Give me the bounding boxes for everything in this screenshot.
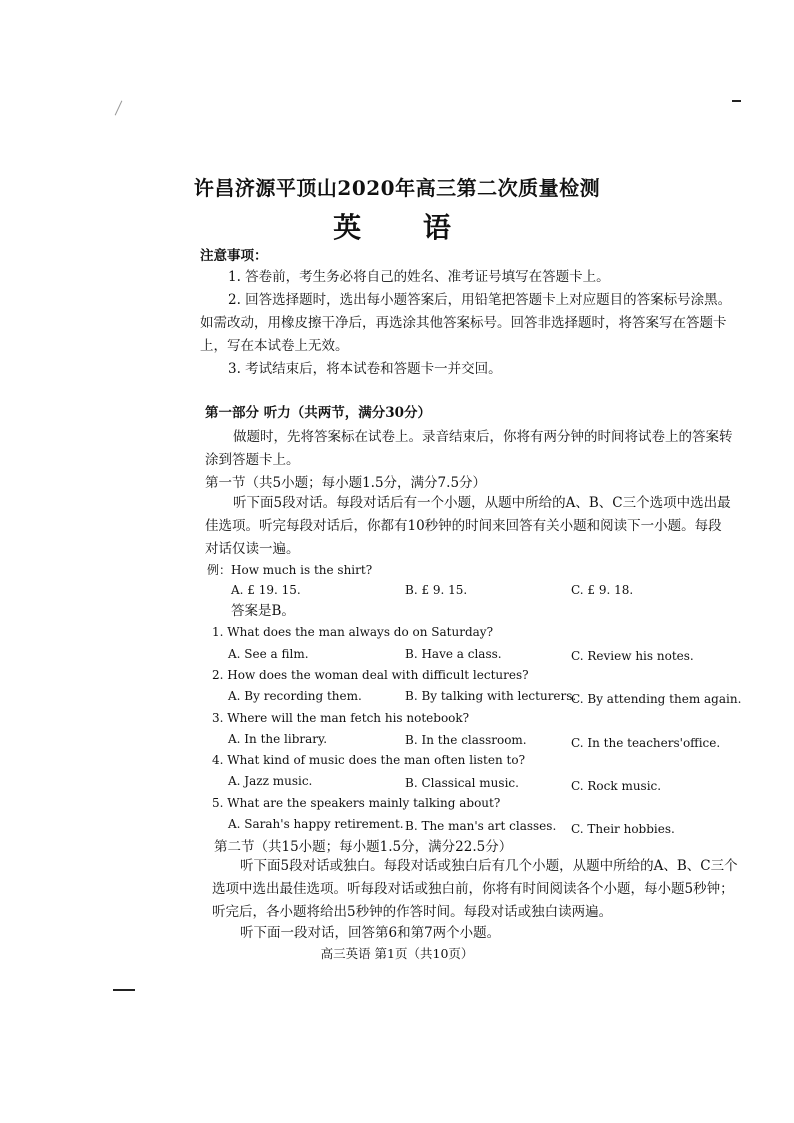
q2-option-b: B. By talking with lecturers. [405, 689, 577, 703]
q4-option-b: B. Classical music. [405, 776, 519, 790]
q5-option-c: C. Their hobbies. [571, 822, 675, 836]
section2-next: 听下面一段对话，回答第6和第7两个小题。 [240, 925, 501, 941]
question-3: 3. Where will the man fetch his notebook? [212, 711, 470, 725]
example-answer: 答案是B。 [231, 603, 295, 619]
note-item-1: 1. 答卷前，考生务必将自己的姓名、准考证号填写在答题卡上。 [228, 269, 610, 285]
q5-option-a: A. Sarah's happy retirement. [228, 817, 404, 831]
example-option-a: A. £ 19. 15. [231, 583, 301, 597]
q2-option-a: A. By recording them. [228, 689, 362, 703]
example-question: 例：How much is the shirt? [207, 563, 373, 577]
notes-heading: 注意事项： [200, 248, 268, 264]
scan-mark-left [113, 989, 135, 991]
question-5: 5. What are the speakers mainly talking about? [212, 796, 501, 810]
question-4: 4. What kind of music does the man often listen to? [212, 753, 526, 767]
section1-intro: 听下面5段对话。每段对话后有一个小题，从题中所给的A、B、C三个选项中选出最佳选项。听完每段对话后，你都有10秒钟的时间来回答有关小题和阅读下一小题。每段对话仅读一遍。 [205, 495, 731, 557]
q3-option-a: A. In the library. [228, 732, 328, 746]
scan-mark-tick [115, 101, 123, 116]
q1-option-b: B. Have a class. [405, 647, 502, 661]
part1-heading: 第一部分 听力（共两节，满分30分） [205, 405, 431, 421]
example-option-b: B. £ 9. 15. [405, 583, 468, 597]
q1-option-a: A. See a film. [228, 647, 309, 661]
part1-intro: 做题时，先将答案标在试卷上。录音结束后，你将有两分钟的时间将试卷上的答案转涂到答题卡上。 [205, 429, 733, 468]
exam-title: 许昌济源平顶山2020年高三第二次质量检测 [193, 176, 601, 200]
note-item-2: 2. 回答选择题时，选出每小题答案后，用铅笔把答题卡上对应题目的答案标号涂黑。如需改动，用橡皮擦干净后，再选涂其他答案标号。回答非选择题时，将答案写在答题卡上，写在本试卷上无效。 [200, 292, 732, 354]
q1-option-c: C. Review his notes. [571, 649, 694, 663]
question-2: 2. How does the woman deal with difficult lectures? [212, 668, 529, 682]
q3-option-c: C. In the teachers'office. [571, 736, 721, 750]
q4-option-a: A. Jazz music. [228, 774, 313, 788]
section2-intro: 听下面5段对话或独白。每段对话或独白后有几个小题，从题中所给的A、B、C三个选项中选出最佳选项。听每段对话或独白前，你将有时间阅读各个小题，每小题5秒钟；听完后，各小题将给出5秒钟的作答时间。每段对话或独白读两遍。 [212, 858, 738, 920]
example-option-c: C. £ 9. 18. [571, 583, 634, 597]
q4-option-c: C. Rock music. [571, 779, 662, 793]
q2-option-c: C. By attending them again. [571, 692, 742, 706]
section2-heading: 第二节（共15小题；每小题1.5分，满分22.5分） [214, 839, 513, 855]
section1-heading: 第一节（共5小题；每小题1.5分，满分7.5分） [205, 475, 487, 491]
scan-mark-top-right [732, 100, 741, 102]
question-1: 1. What does the man always do on Saturday? [212, 625, 494, 639]
note-item-3: 3. 考试结束后，将本试卷和答题卡一并交回。 [228, 361, 502, 377]
page-footer: 高三英语 第1页（共10页） [320, 946, 474, 961]
q5-option-b: B. The man's art classes. [405, 819, 557, 833]
subject-title: 英 语 [333, 211, 477, 244]
q3-option-b: B. In the classroom. [405, 733, 527, 747]
